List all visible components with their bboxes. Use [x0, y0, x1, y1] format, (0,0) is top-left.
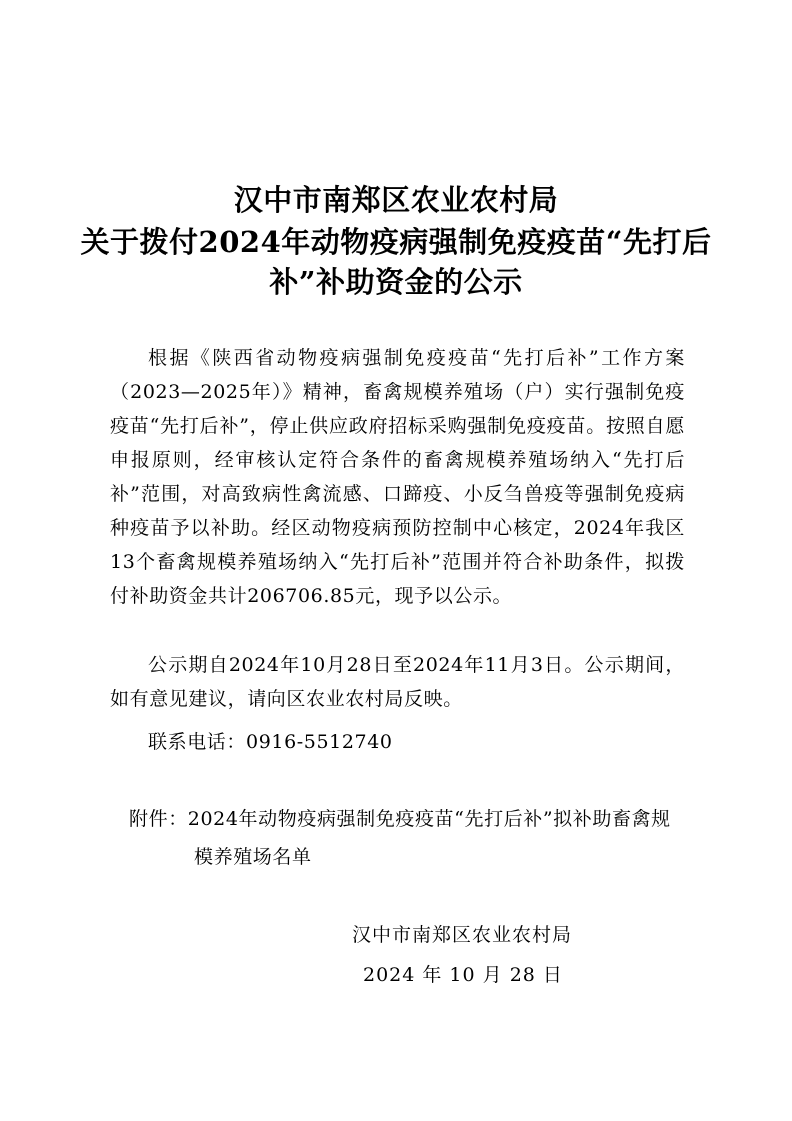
attachment-note: 附件：2024年动物疫病强制免疫疫苗“先打后补”拟补助畜禽规模养殖场名单 — [129, 808, 671, 868]
signature-date: 2024 年 10 月 28 日 — [363, 964, 563, 986]
contact-phone: 联系电话：0916-5512740 — [148, 731, 393, 753]
body-paragraph-announcement: 根据《陕西省动物疫病强制免疫疫苗“先打后补”工作方案（2023—2025年）》精神，畜禽规模养殖场（户）实行强制免疫疫苗“先打后补”，停止供应政府招标采购强制免疫疫苗。按照自愿申报原则，经审核认定符合条件的畜禽规模养殖场纳入“先打后补”范围，对高致病性禽流感、口蹄疫、小反刍兽疫等强制免疫病种疫苗予以补助。经区动物疫病预防控制中心核定，2024年我区13个畜禽规模养殖场纳入“先打后补”范围并符合补助条件，拟拨付补助资金共计206706.85元，现予以公示。 — [110, 347, 685, 607]
signature-organization: 汉中市南郑区农业农村局 — [352, 924, 573, 946]
document-title-line2: 关于拨付2024年动物疫病强制免疫疫苗“先打后 — [80, 225, 712, 259]
document-title-line1: 汉中市南郑区农业农村局 — [233, 183, 559, 217]
body-paragraph-period: 公示期自2024年10月28日至2024年11月3日。公示期间，如有意见建议，请向区农业农村局反映。 — [110, 654, 685, 710]
document-title-line3: 补”补助资金的公示 — [269, 265, 523, 299]
